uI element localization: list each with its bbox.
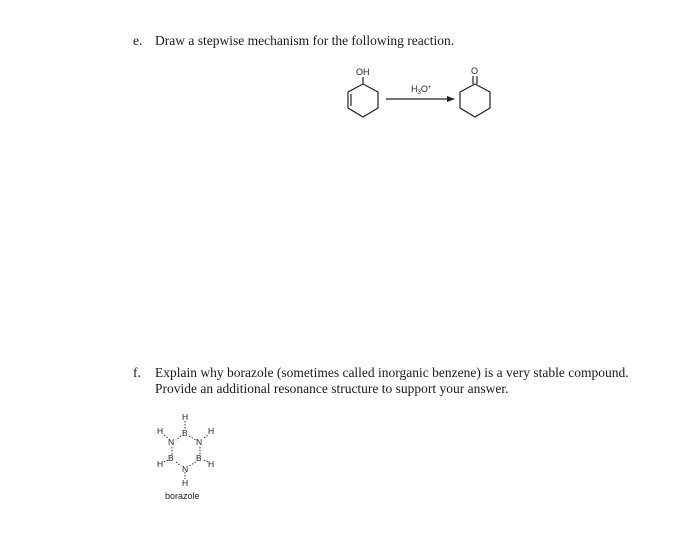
atom-n-left-top: N bbox=[168, 437, 175, 447]
atom-h-left-bottom: H bbox=[157, 459, 164, 469]
atom-b-left-bottom: B bbox=[168, 453, 174, 463]
question-f-line1: Explain why borazole (sometimes called inorganic benzene) is a very stable compound. bbox=[155, 365, 629, 380]
atom-h-bottom: H bbox=[182, 478, 189, 488]
reactant-oh-label: OH bbox=[356, 67, 370, 77]
atom-h-right-bottom: H bbox=[208, 459, 215, 469]
question-e-text: Draw a stepwise mechanism for the following reaction. bbox=[155, 33, 455, 48]
atom-b-right-bottom: B bbox=[196, 453, 202, 463]
atom-n-bottom: N bbox=[182, 464, 189, 474]
atom-n-right-top: N bbox=[196, 437, 203, 447]
atom-h-top: H bbox=[182, 412, 189, 422]
atom-h-right-top: H bbox=[208, 426, 215, 436]
product-o-label: O bbox=[471, 66, 479, 76]
atom-h-left-top: H bbox=[157, 426, 164, 436]
borazole-caption: borazole bbox=[165, 491, 200, 501]
question-f-line2: Provide an additional resonance structure to support your answer. bbox=[155, 381, 509, 396]
product-cyclohexanone bbox=[460, 76, 490, 117]
reactant-cyclohexenol bbox=[348, 77, 378, 117]
reagent-label: $H_3O^+$ bbox=[411, 84, 432, 96]
atom-b-top: B bbox=[182, 428, 188, 438]
question-f-letter: f. bbox=[133, 365, 141, 380]
reaction-arrow bbox=[386, 96, 455, 102]
question-e-letter: e. bbox=[133, 33, 143, 48]
borazole-structure bbox=[157, 412, 214, 488]
